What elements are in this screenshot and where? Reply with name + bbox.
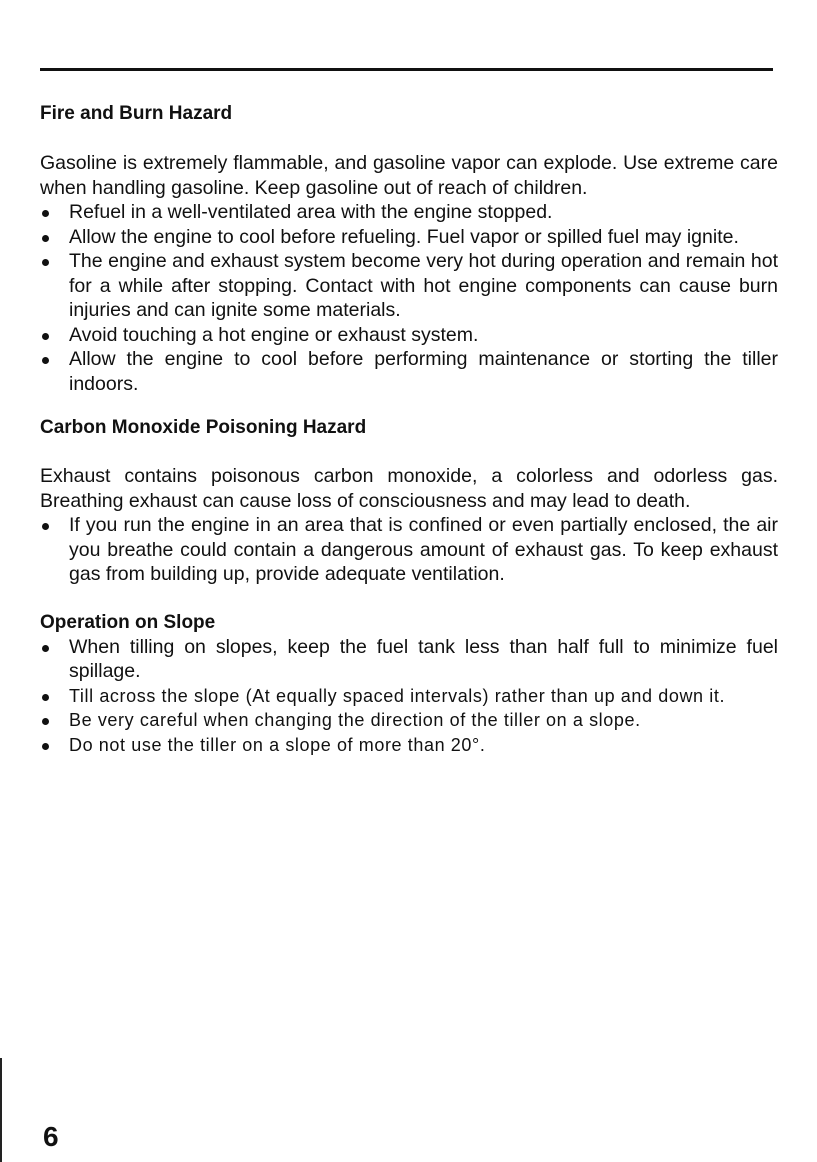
bullet-icon bbox=[42, 210, 49, 217]
list-item bbox=[40, 635, 778, 684]
list-item-text: Avoid touching a hot engine or exhaust system. bbox=[69, 323, 479, 346]
list-item bbox=[40, 733, 778, 758]
top-rule bbox=[40, 68, 773, 71]
list-item-text: If you run the engine in an area that is confined or even partially enclosed, the air you breathe could contain a dangerous amount of exhaust gas. To keep exhaust gas from building up, provide adequate ventilation. bbox=[69, 514, 778, 585]
section-heading: Operation on Slope bbox=[40, 611, 216, 633]
list-item-text: Allow the engine to cool before refueling. Fuel vapor or spilled fuel may ignite. bbox=[69, 225, 739, 248]
bullet-list bbox=[40, 513, 778, 587]
list-item-text: Do not use the tiller on a slope of more than 20°. bbox=[69, 734, 486, 755]
list-item bbox=[40, 513, 778, 587]
bullet-list bbox=[40, 635, 778, 758]
list-item bbox=[40, 684, 778, 709]
section-carbon-monoxide-hazard bbox=[40, 416, 778, 587]
bullet-icon bbox=[42, 523, 49, 530]
list-item-text: Allow the engine to cool before performing maintenance or storting the tiller indoors. bbox=[69, 348, 778, 395]
bullet-icon bbox=[42, 333, 49, 340]
list-item bbox=[40, 708, 778, 733]
bullet-icon bbox=[42, 645, 49, 652]
section-fire-and-burn-hazard bbox=[40, 102, 778, 396]
bullet-icon bbox=[42, 718, 49, 725]
section-paragraph: Exhaust contains poisonous carbon monoxide, a colorless and odorless gas. Breathing exhaust can cause loss of consciousness and may lead to death. bbox=[40, 465, 778, 512]
list-item bbox=[40, 225, 778, 250]
list-item bbox=[40, 200, 778, 225]
bullet-icon bbox=[42, 694, 49, 701]
list-item-text: Be very careful when changing the direction of the tiller on a slope. bbox=[69, 710, 641, 730]
bullet-icon bbox=[42, 743, 49, 750]
bullet-list bbox=[40, 200, 778, 396]
list-item bbox=[40, 249, 778, 323]
list-item-text: Refuel in a well-ventilated area with the engine stopped. bbox=[69, 201, 553, 223]
page-edge-line bbox=[0, 1058, 2, 1162]
manual-page-content bbox=[40, 96, 778, 757]
bullet-icon bbox=[42, 259, 49, 266]
section-heading: Carbon Monoxide Poisoning Hazard bbox=[40, 417, 367, 438]
list-item bbox=[40, 347, 778, 396]
section-heading: Fire and Burn Hazard bbox=[40, 103, 233, 124]
page-number: 6 bbox=[43, 1121, 59, 1152]
section-operation-on-slope bbox=[40, 611, 778, 758]
list-item-text: When tilling on slopes, keep the fuel tank less than half full to minimize fuel spillage. bbox=[69, 635, 778, 682]
list-item bbox=[40, 323, 778, 348]
bullet-icon bbox=[42, 235, 49, 242]
list-item-text: The engine and exhaust system become very hot during operation and remain hot for a while after stopping. Contact with hot engine components can cause burn injuries and can ignite some materials. bbox=[69, 250, 778, 321]
list-item-text: Till across the slope (At equally spaced intervals) rather than up and down it. bbox=[69, 685, 726, 706]
section-paragraph: Gasoline is extremely flammable, and gasoline vapor can explode. Use extreme care when handling gasoline. Keep gasoline out of reach of children. bbox=[40, 152, 778, 199]
bullet-icon bbox=[42, 357, 49, 364]
